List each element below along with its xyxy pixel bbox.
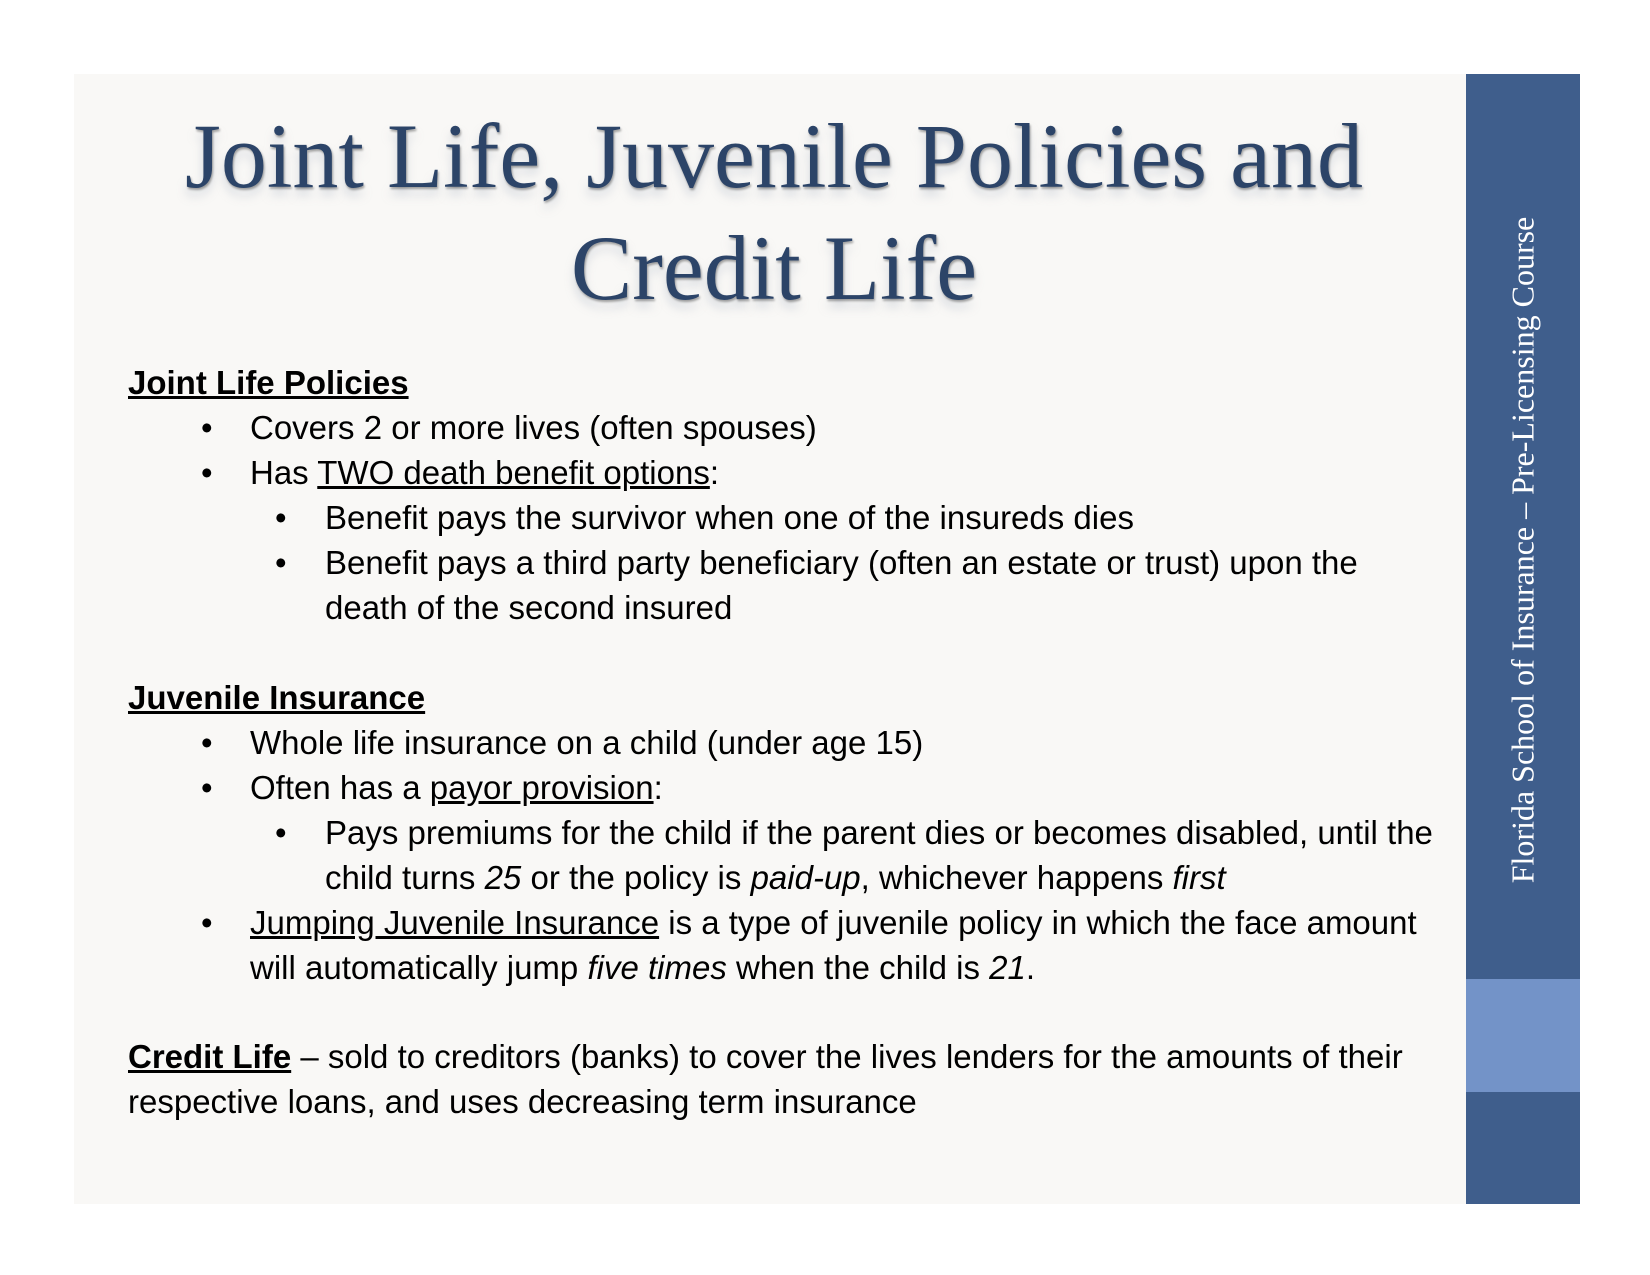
juvenile-bullet-2-prefix: Often has a [250,769,430,806]
list-item [128,405,1438,450]
death-benefit-options-term: TWO death benefit options [317,454,710,491]
payor-text-1: Pays premiums for the child if the parent dies or becomes disabled, until the child turns [325,814,1433,896]
juvenile-insurance-heading: Juvenile Insurance [128,679,426,716]
sidebar-course-label: Florida School of Insurance – Pre-Licensing Course [1504,216,1541,884]
credit-life-text: – sold to creditors (banks) to cover the lives lenders for the amounts of their respective loans, and uses decreasing term insurance [128,1038,1403,1120]
title-line-1: Joint Life, Juvenile Policies and [185,105,1363,207]
list-item [128,900,1438,990]
list-item [128,450,1438,630]
payor-paid-up: paid-up [750,859,861,896]
payor-text-2: or the policy is [521,859,751,896]
slide-title [74,100,1474,324]
list-item [250,495,1438,540]
list-item [250,810,1438,900]
juvenile-bullet-1: Whole life insurance on a child (under age 15) [250,724,924,761]
jumping-age: 21 [989,949,1026,986]
benefit-option-2: Benefit pays a third party beneficiary (often an estate or trust) upon the death of the second insured [325,544,1358,626]
jumping-juvenile-term: Jumping Juvenile Insurance [250,904,660,941]
juvenile-bullet-2-suffix: : [653,769,663,806]
jumping-five-times: five times [587,949,727,986]
joint-life-heading: Joint Life Policies [128,364,409,401]
payor-age: 25 [484,859,522,896]
joint-life-bullet-2-suffix: : [709,454,719,491]
payor-text-3: , whichever happens [860,859,1173,896]
list-item [128,720,1438,765]
jumping-text-1: is a type of juvenile policy in which the face amount will automatically jump [250,904,1417,986]
credit-life-heading: Credit Life [128,1038,292,1075]
joint-life-list [128,405,1438,630]
benefit-option-1: Benefit pays the survivor when one of the insureds dies [325,499,1134,536]
slide-content [128,360,1438,1124]
death-benefit-options-list [250,495,1438,630]
payor-provision-list [250,810,1438,900]
joint-life-bullet-2-prefix: Has [250,454,318,491]
list-item [128,765,1438,900]
juvenile-list [128,720,1438,990]
sidebar-accent-block [1466,979,1580,1092]
payor-first: first [1172,859,1226,896]
title-line-2: Credit Life [570,217,978,319]
jumping-text-2: when the child is [726,949,990,986]
credit-life-paragraph [128,1034,1438,1124]
joint-life-bullet-1: Covers 2 or more lives (often spouses) [250,409,817,446]
payor-provision-term: payor provision [429,769,654,806]
jumping-end: . [1025,949,1036,986]
list-item [250,540,1438,630]
